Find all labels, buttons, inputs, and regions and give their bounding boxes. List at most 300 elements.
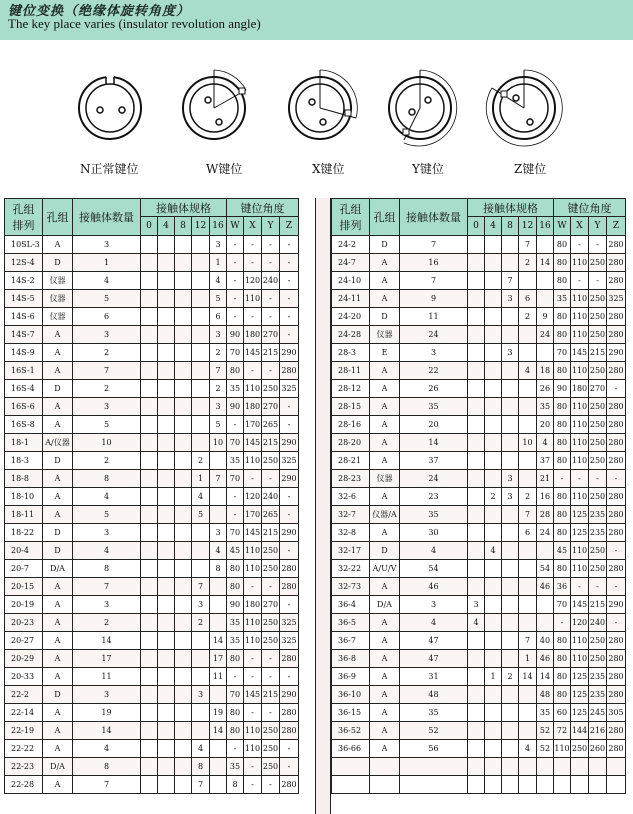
row-code: 16S-6 [5,398,43,416]
row-count: 3 [73,524,141,542]
row-angle-cell: 250 [589,434,607,452]
row-angle-cell: - [571,236,589,254]
row-code: 36-10 [332,686,370,704]
row-angle-cell: 245 [589,704,607,722]
row-count: 4 [73,740,141,758]
row-angle-cell: 110 [571,434,589,452]
row-angle-cell: 80 [554,254,571,272]
row-spec-cell [158,776,175,794]
row-angle-cell: 110 [571,398,589,416]
row-group: A [43,704,73,722]
row-spec-cell [519,326,537,344]
row-spec-cell [485,758,502,776]
row-spec-cell: 54 [537,560,554,578]
row-code: 28-20 [332,434,370,452]
row-angle-cell: 70 [227,470,244,488]
row-spec-cell [502,632,519,650]
row-spec-cell [141,308,158,326]
row-spec-cell: 3 [210,326,227,344]
row-spec-cell: 7 [210,362,227,380]
row-angle-cell: 70 [227,686,244,704]
row-group: A [43,614,73,632]
row-code: 32-7 [332,506,370,524]
row-angle-cell: - [280,290,299,308]
row-spec-cell [175,650,192,668]
row-spec-cell: 3 [192,686,210,704]
row-angle-cell: 290 [607,596,626,614]
table-row [5,578,299,596]
table-row [332,668,626,686]
row-angle-cell: 240 [262,272,280,290]
row-count: 4 [400,614,468,632]
row-spec-cell: 3 [192,596,210,614]
row-code: 24-28 [332,326,370,344]
row-code: 20-19 [5,596,43,614]
row-angle-cell: 110 [571,326,589,344]
table-row [5,704,299,722]
row-angle-cell: 280 [607,434,626,452]
header-spec-col: 4 [158,217,175,236]
table-row [5,308,299,326]
row-spec-cell [175,398,192,416]
row-angle-cell: 80 [554,434,571,452]
row-angle-cell: 145 [571,596,589,614]
row-spec-cell: 7 [519,632,537,650]
row-angle-cell: 110 [571,254,589,272]
row-spec-cell [519,596,537,614]
row-group: A [43,578,73,596]
row-spec-cell [502,398,519,416]
row-count: 24 [400,326,468,344]
row-spec-cell [502,614,519,632]
row-spec-cell [468,326,485,344]
row-spec-cell [485,560,502,578]
row-spec-cell [502,722,519,740]
row-angle-cell: 125 [571,524,589,542]
row-angle-cell: - [607,542,626,560]
row-spec-cell [141,272,158,290]
row-spec-cell [192,542,210,560]
row-angle-cell: - [244,758,262,776]
row-count: 46 [400,578,468,596]
row-angle-cell: 110 [244,560,262,578]
row-spec-cell: 7 [519,236,537,254]
row-spec-cell [175,704,192,722]
row-angle-cell: 80 [554,506,571,524]
row-spec-cell: 4 [537,434,554,452]
row-angle-cell: 80 [554,560,571,578]
row-spec-cell [158,416,175,434]
table-row [5,686,299,704]
row-spec-cell [519,578,537,596]
row-spec-cell [192,272,210,290]
row-code: 22-14 [5,704,43,722]
row-code: 10SL-3 [5,236,43,254]
row-angle-cell: 250 [589,326,607,344]
row-spec-cell [175,362,192,380]
row-spec-cell [468,272,485,290]
row-spec-cell: 9 [537,308,554,326]
row-spec-cell [158,380,175,398]
row-spec-cell: 6 [519,290,537,308]
row-group: 仪器 [43,272,73,290]
table-row [332,632,626,650]
row-spec-cell [192,398,210,416]
row-code [332,758,370,776]
row-spec-cell: 7 [502,272,519,290]
header-angle-col: Z [607,217,626,236]
row-spec-cell [537,596,554,614]
row-angle-cell: - [571,470,589,488]
row-spec-cell [485,650,502,668]
key-position-diagram [0,40,633,198]
row-angle-cell: - [280,416,299,434]
row-angle-cell: 80 [554,524,571,542]
row-count: 14 [73,632,141,650]
row-group: D [43,686,73,704]
row-angle-cell: 280 [607,416,626,434]
row-spec-cell: 37 [537,452,554,470]
row-angle-cell: 90 [227,398,244,416]
table-row [5,488,299,506]
row-angle-cell: - [244,236,262,254]
row-code: 24-7 [332,254,370,272]
row-count: 4 [73,542,141,560]
row-spec-cell: 4 [519,740,537,758]
row-spec-cell [175,308,192,326]
row-angle-cell [554,776,571,794]
row-spec-cell [192,668,210,686]
row-spec-cell: 2 [192,614,210,632]
row-code: 36-66 [332,740,370,758]
row-spec-cell [158,686,175,704]
row-angle-cell: 280 [607,272,626,290]
row-angle-cell: 45 [554,542,571,560]
row-spec-cell [210,452,227,470]
row-spec-cell [485,506,502,524]
row-count [400,758,468,776]
row-group: D [370,542,400,560]
table-row [332,344,626,362]
row-spec-cell [468,668,485,686]
row-count: 10 [73,434,141,452]
row-angle-cell: 80 [554,308,571,326]
row-count: 4 [73,272,141,290]
row-group: A [43,668,73,686]
row-spec-cell [468,542,485,560]
table-row [332,416,626,434]
row-angle-cell: 80 [554,686,571,704]
row-angle-cell: 280 [607,506,626,524]
row-spec-cell [175,506,192,524]
row-spec-cell [175,632,192,650]
table-row [5,362,299,380]
table-row [5,416,299,434]
row-angle-cell: - [244,704,262,722]
row-count: 52 [400,722,468,740]
row-angle-cell: - [607,470,626,488]
row-spec-cell [519,722,537,740]
row-angle-cell: - [262,578,280,596]
row-angle-cell: 80 [554,650,571,668]
row-spec-cell [485,470,502,488]
row-angle-cell: 260 [589,740,607,758]
table-row [5,506,299,524]
row-count: 14 [73,722,141,740]
row-spec-cell [210,596,227,614]
row-spec-cell: 7 [210,470,227,488]
row-count: 35 [400,398,468,416]
row-spec-cell [519,686,537,704]
row-spec-cell [158,488,175,506]
header-banner [0,0,633,40]
row-spec-cell [192,632,210,650]
row-spec-cell [502,542,519,560]
row-spec-cell [158,758,175,776]
row-angle-cell: - [280,506,299,524]
row-spec-cell [158,290,175,308]
row-angle-cell: 80 [227,362,244,380]
row-spec-cell: 24 [537,524,554,542]
header-group: 孔组 [370,199,400,236]
row-spec-cell [175,686,192,704]
row-spec-cell [519,470,537,488]
table-row [5,344,299,362]
row-angle-cell: 280 [607,326,626,344]
row-angle-cell: - [227,272,244,290]
row-spec-cell [192,290,210,308]
row-spec-cell [468,686,485,704]
table-row [332,596,626,614]
table-row [5,668,299,686]
row-spec-cell [485,308,502,326]
row-angle-cell: 250 [589,650,607,668]
row-spec-cell: 4 [519,362,537,380]
row-angle-cell: 280 [607,254,626,272]
row-spec-cell [519,452,537,470]
row-spec-cell: 28 [537,506,554,524]
row-spec-cell: 20 [537,416,554,434]
row-code: 28-16 [332,416,370,434]
row-angle-cell: 290 [607,344,626,362]
row-count: 47 [400,632,468,650]
row-spec-cell [537,758,554,776]
header-angle-col: X [244,217,262,236]
row-spec-cell: 14 [519,668,537,686]
title-english: The key place varies (insulator revolution angle) [8,16,261,31]
row-angle-cell: 110 [571,416,589,434]
row-spec-cell: 7 [519,506,537,524]
row-spec-cell [141,596,158,614]
row-spec-cell [485,452,502,470]
row-spec-cell: 5 [192,506,210,524]
row-angle-cell: 270 [589,380,607,398]
row-spec-cell: 2 [519,254,537,272]
row-spec-cell [141,650,158,668]
row-spec-cell [158,632,175,650]
row-angle-cell: 280 [280,776,299,794]
row-group: A [370,668,400,686]
row-spec-cell [175,524,192,542]
row-group: A [43,596,73,614]
row-spec-cell [192,254,210,272]
row-angle-cell: 80 [554,452,571,470]
row-spec-cell [158,272,175,290]
row-angle-cell: 215 [262,434,280,452]
row-spec-cell: 1 [210,254,227,272]
row-code: 14S-2 [5,272,43,290]
row-code: 32-73 [332,578,370,596]
table-row [332,614,626,632]
row-spec-cell: 4 [485,542,502,560]
row-group: A [43,776,73,794]
table-row [332,524,626,542]
row-spec-cell [468,452,485,470]
row-spec-cell: 1 [519,650,537,668]
row-group: A [370,272,400,290]
row-angle-cell [571,776,589,794]
row-count: 54 [400,560,468,578]
row-spec-cell: 14 [537,668,554,686]
row-spec-cell [158,434,175,452]
row-spec-cell [175,578,192,596]
header-count: 接触体数量 [400,199,468,236]
row-angle-cell: - [227,290,244,308]
row-spec-cell [175,416,192,434]
row-angle-cell: 170 [244,506,262,524]
row-spec-cell [502,740,519,758]
row-angle-cell: 110 [571,632,589,650]
row-angle-cell: 110 [244,632,262,650]
row-angle-cell: 110 [244,290,262,308]
row-spec-cell: 4 [192,488,210,506]
row-angle-cell [589,758,607,776]
row-spec-cell [158,722,175,740]
row-spec-cell [502,596,519,614]
row-spec-cell [537,614,554,632]
table-row [5,758,299,776]
row-group: D [43,254,73,272]
row-code: 18-1 [5,434,43,452]
row-count: 3 [73,596,141,614]
row-spec-cell [537,290,554,308]
row-angle-cell: 280 [607,308,626,326]
row-code: 14S-9 [5,344,43,362]
row-angle-cell: 110 [571,650,589,668]
row-spec-cell [175,434,192,452]
row-spec-cell [502,362,519,380]
row-spec-cell: 5 [210,290,227,308]
row-spec-cell [158,542,175,560]
row-angle-cell: 80 [554,668,571,686]
row-spec-cell [485,416,502,434]
row-spec-cell [141,776,158,794]
row-spec-cell [468,470,485,488]
row-angle-cell: - [280,398,299,416]
table-row [5,452,299,470]
row-group: A [370,632,400,650]
row-angle-cell: 36 [554,578,571,596]
row-angle-cell: 325 [280,452,299,470]
row-spec-cell: 46 [537,650,554,668]
row-angle-cell: 250 [262,722,280,740]
row-spec-cell [175,722,192,740]
row-angle-cell: 35 [227,614,244,632]
row-spec-cell [468,344,485,362]
row-spec-cell [141,542,158,560]
row-count: 24 [400,470,468,488]
row-spec-cell [502,416,519,434]
row-spec-cell [175,668,192,686]
row-angle-cell: 70 [227,524,244,542]
row-spec-cell [502,506,519,524]
row-spec-cell [141,560,158,578]
row-spec-cell [485,254,502,272]
row-angle-cell: 235 [589,506,607,524]
row-angle-cell: 250 [589,488,607,506]
row-code: 36-8 [332,650,370,668]
table-row [332,488,626,506]
row-angle-cell: 280 [607,488,626,506]
row-group: D/A [43,758,73,776]
table-row [5,542,299,560]
row-spec-cell [175,596,192,614]
row-spec-cell: 11 [210,668,227,686]
row-group: 仪器 [370,470,400,488]
row-angle-cell: 290 [280,524,299,542]
table-row [332,758,626,776]
row-spec-cell [468,416,485,434]
row-angle-cell: - [589,470,607,488]
row-spec-cell: 6 [519,524,537,542]
row-angle-cell [589,776,607,794]
row-code: 14S-7 [5,326,43,344]
row-group: A [370,362,400,380]
row-spec-cell [175,488,192,506]
row-spec-cell: 46 [537,578,554,596]
row-count: 30 [400,524,468,542]
row-count: 6 [73,308,141,326]
row-angle-cell: 110 [571,560,589,578]
row-angle-cell: 290 [280,434,299,452]
row-count: 3 [400,344,468,362]
row-group: A [43,740,73,758]
row-count: 20 [400,416,468,434]
row-angle-cell: - [244,650,262,668]
row-angle-cell: 80 [554,416,571,434]
row-spec-cell: 48 [537,686,554,704]
row-angle-cell: 280 [607,650,626,668]
row-spec-cell [141,362,158,380]
left-key-table [4,198,299,794]
row-spec-cell: 2 [519,488,537,506]
row-group: A [43,722,73,740]
row-code: 36-9 [332,668,370,686]
row-code: 36-4 [332,596,370,614]
row-group: A [370,578,400,596]
row-angle-cell: 110 [244,614,262,632]
row-spec-cell [502,326,519,344]
row-count: 9 [400,290,468,308]
key-x-label: X键位 [312,162,345,176]
row-angle-cell: 250 [589,254,607,272]
row-code: 28-3 [332,344,370,362]
row-group: A [370,740,400,758]
row-spec-cell [519,344,537,362]
row-spec-cell [485,704,502,722]
row-count: 4 [73,488,141,506]
row-angle-cell: 280 [280,704,299,722]
